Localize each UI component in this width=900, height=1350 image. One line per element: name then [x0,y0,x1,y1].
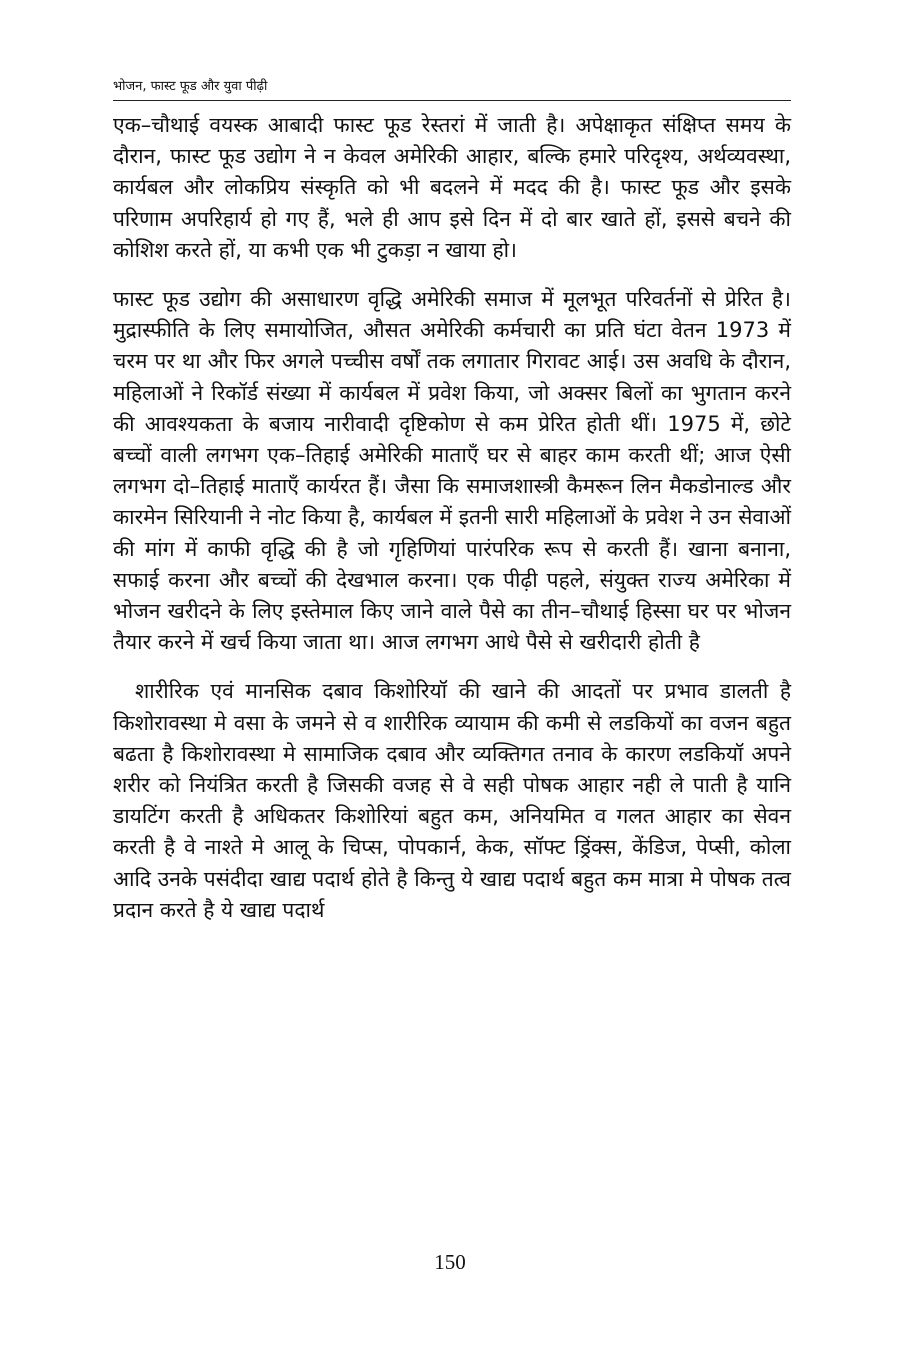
header-divider [113,100,791,101]
paragraph-3: शारीरिक एवं मानसिक दबाव किशोरियॉ की खाने की आदतों पर प्रभाव डालती है किशोरावस्था मे वसा के जमने से व शारीरिक व्यायाम की कमी से लडकियों का वजन बहुत बढता है किशोरावस्था मे सामाजिक दबाव और व्यक्तिगत तनाव के कारण लडकियॉ अपने शरीर को नियंत्रित करती है जिसकी वजह से वे सही पोषक आहार नही ले पाती है यानि डायटिंग करती है अधिकतर किशोरियां बहुत कम, अनियमित व गलत आहार का सेवन करती है वे नाश्ते मे आलू के चिप्स, पोपकार्न, केक, सॉफ्ट ड्रिंक्स, केंडिज, पेप्सी, कोला आदि उनके पसंदीदा खाद्य पदार्थ होते है किन्तु ये खाद्य पदार्थ बहुत कम मात्रा मे पोषक तत्व प्रदान करते है ये खाद्य पदार्थ [113,679,791,922]
paragraph-1: एक–चौथाई वयस्क आबादी फास्ट फूड रेस्तरां में जाती है। अपेक्षाकृत संक्षिप्त समय के दौरान, फास्ट फूड उद्योग ने न केवल अमेरिकी आहार, बल्कि हमारे परिदृश्य, अर्थव्यवस्था, कार्यबल और लोकप्रिय संस्कृति को भी बदलने में मदद की है। फास्ट फूड और इसके परिणाम अपरिहार्य हो गए हैं, भले ही आप इसे दिन में दो बार खाते हों, इससे बचने की कोशिश करते हों, या कभी एक भी टुकड़ा न खाया हो। [113,113,791,262]
paragraph-2: फास्ट फूड उद्योग की असाधारण वृद्धि अमेरिकी समाज में मूलभूत परिवर्तनों से प्रेरित है। मुद्रास्फीति के लिए समायोजित, औसत अमेरिकी कर्मचारी का प्रति घंटा वेतन 1973 में चरम पर था और फिर अगले पच्चीस वर्षों तक लगातार गिरावट आई। उस अवधि के दौरान, महिलाओं ने रिकॉर्ड संख्या में कार्यबल में प्रवेश किया, जो अक्सर बिलों का भुगतान करने की आवश्यकता के बजाय नारीवादी दृष्टिकोण से कम प्रेरित होती थीं। 1975 में, छोटे बच्चों वाली लगभग एक–तिहाई अमेरिकी माताएँ घर से बाहर काम करती थीं; आज ऐसी लगभग दो–तिहाई माताएँ कार्यरत हैं। जैसा कि समाजशास्त्री कैमरून लिन मैकडोनाल्ड और कारमेन सिरियानी ने नोट किया है, कार्यबल में इतनी सारी महिलाओं के प्रवेश ने उन सेवाओं की मांग में काफी वृद्धि की है जो गृहिणियां पारंपरिक रूप से करती हैं। खाना बनाना, सफाई करना और बच्चों की देखभाल करना। एक पीढ़ी पहले, संयुक्त राज्य अमेरिका में भोजन खरीदने के लिए इस्तेमाल किए जाने वाले पैसे का तीन–चौथाई हिस्सा घर पर भोजन तैयार करने में खर्च किया जाता था। आज लगभग आधे पैसे से खरीदारी होती है [113,287,791,655]
running-header-title: भोजन, फास्ट फूड और युवा पीढ़ी [113,79,268,94]
body-text [113,110,791,926]
page-number: 150 [434,1250,466,1274]
